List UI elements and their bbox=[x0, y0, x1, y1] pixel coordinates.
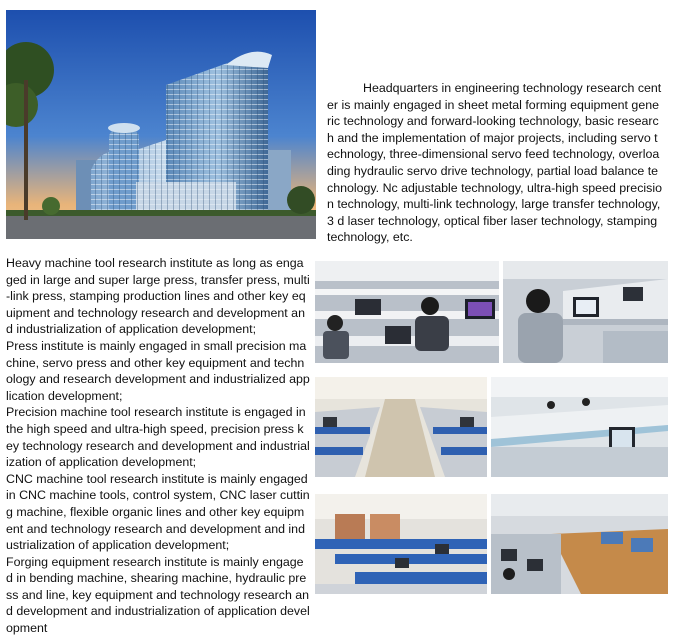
office-photo-2 bbox=[503, 261, 668, 363]
office-photo-5 bbox=[315, 494, 487, 594]
institute-precision-machine-tool: Precision machine tool research institute is engaged in the high speed and ultra-high speed, precision press key technology research and development and industrialization of application development; bbox=[6, 405, 310, 470]
institute-press: Press institute is mainly engaged in small precision machine, servo press and other key equipment and technology and research development and industrialized application development; bbox=[6, 338, 310, 403]
office-photo-1 bbox=[315, 261, 499, 363]
headquarters-photo bbox=[6, 10, 316, 239]
office-image-3 bbox=[315, 377, 487, 477]
office-photo-4 bbox=[491, 377, 668, 477]
institute-forging-equipment: Forging equipment research institute is mainly engaged in bending machine, shearing machine, hydraulic press and line, key equipment and technology research and development and industrialization of application development bbox=[6, 554, 310, 636]
office-image-4 bbox=[491, 377, 668, 477]
headquarters-building-image bbox=[6, 10, 316, 239]
office-image-1 bbox=[315, 261, 499, 363]
institute-cnc-machine-tool: CNC machine tool research institute is mainly engaged in CNC machine tools, control system, CNC laser cutting machine, flexible organic lines and other key equipment and technology research and development and industrialization of application development; bbox=[6, 471, 310, 553]
office-image-5 bbox=[315, 494, 487, 594]
office-photo-6 bbox=[491, 494, 668, 594]
office-image-6 bbox=[491, 494, 668, 594]
institutes-list bbox=[6, 255, 310, 637]
office-photo-3 bbox=[315, 377, 487, 477]
office-image-2 bbox=[503, 261, 668, 363]
institute-heavy-machine-tool: Heavy machine tool research institute as long as engaged in large and super large press, transfer press, multi-link press, stamping production lines and other key equipment and technology research and development and industrialization of application development; bbox=[6, 256, 310, 337]
headquarters-description-text: Headquarters in engineering technology research center is mainly engaged in sheet metal forming equipment generic technology and forward-looking technology, basic research and the implementation of major projects, including servo technology, three-dimensional servo feed technology, overloading hydraulic servo drive technology, partial load balance technology. Nc adjustable technology, ultra-high speed precision technology, multi-link technology, large transfer technology, 3 d laser technology, optical fiber laser technology, stamping technology, etc. bbox=[327, 81, 662, 245]
headquarters-description bbox=[327, 80, 662, 246]
